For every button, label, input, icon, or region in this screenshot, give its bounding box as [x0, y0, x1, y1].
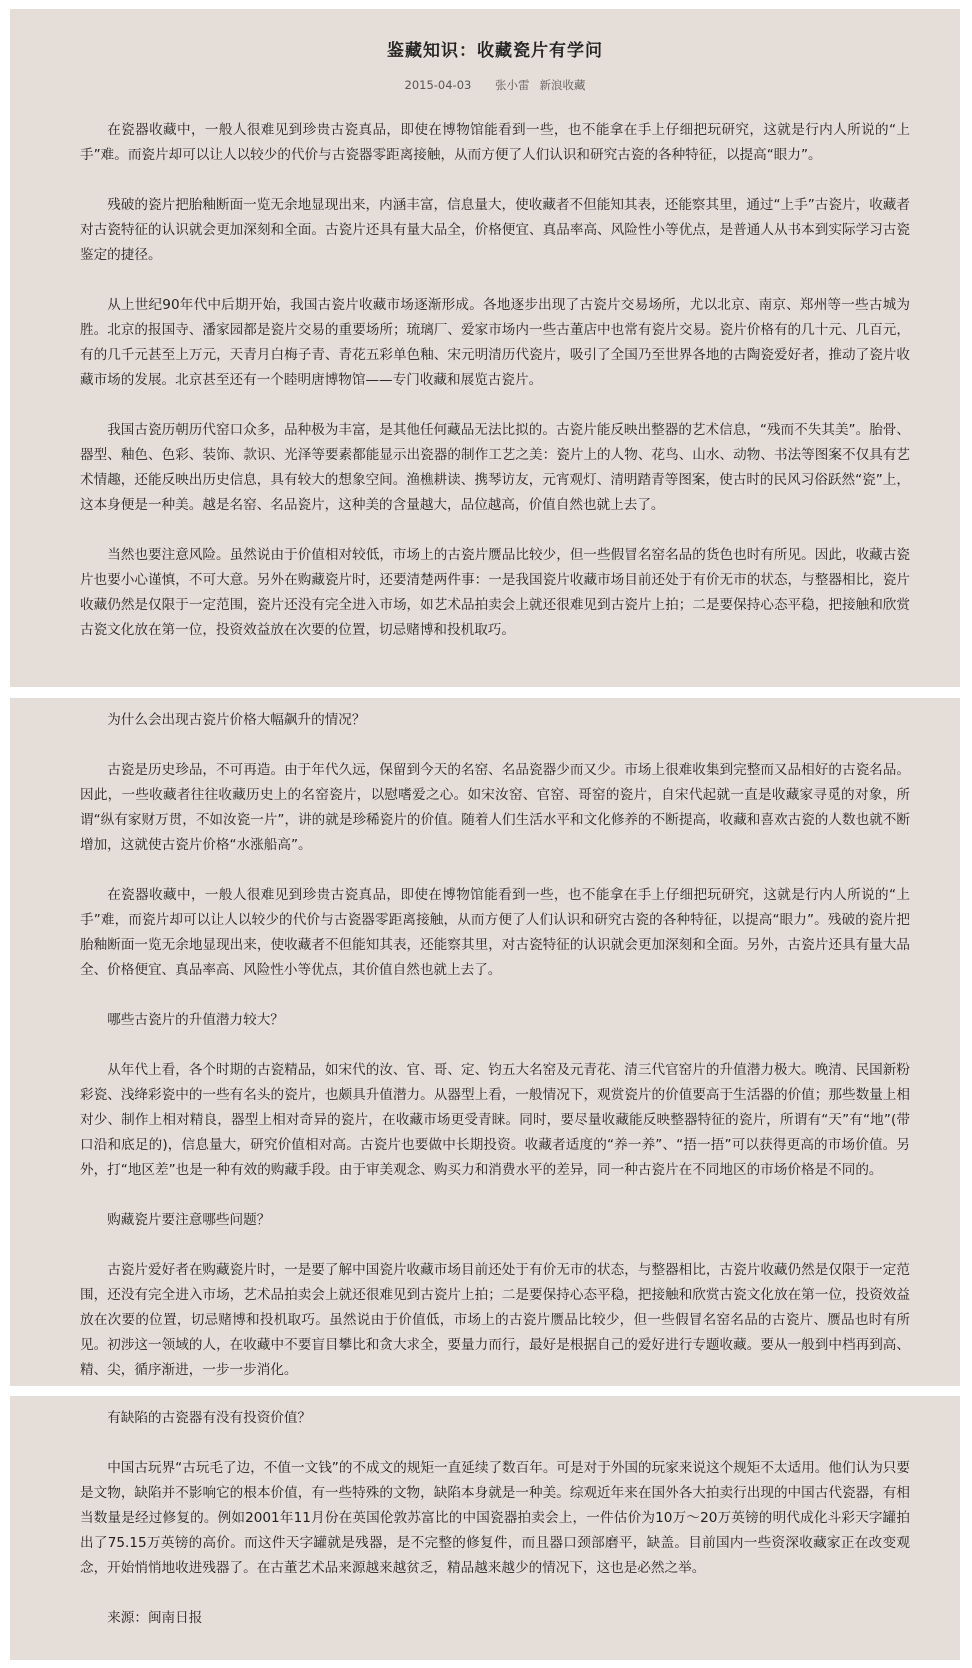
section-question: 为什么会出现古瓷片价格大幅飙升的情况？: [107, 712, 366, 728]
paragraph: 我国古瓷历朝历代窑口众多，品种极为丰富，是其他任何藏品无法比拟的。古瓷片能反映出整器的艺术信息，“残而不失其美”。胎骨、器型、釉色、色彩、装饰、款识、光泽等要素都能显示出瓷器的制作工艺之美：瓷片上的人物、花鸟、山水、动物、书法等图案不仅具有艺术情趣，还能反映出历史信息，具有较大的想象空间。渔樵耕读、携琴访友，元宵观灯、清明踏青等图案，使古时的民风习俗跃然“瓷”上，这本身便是一种美。越是名窑、名品瓷片，这种美的含量越大，品位越高，价值自然也就上去了。: [80, 422, 910, 513]
paragraph: 古瓷是历史珍品，不可再造。由于年代久远，保留到今天的名窑、名品瓷器少而又少。市场上很难收集到完整而又品相好的古瓷名品。因此，一些收藏者往往收藏历史上的名窑瓷片，以慰嗜爱之心。如宋汝窑、官窑、哥窑的瓷片，自宋代起就一直是收藏家寻觅的对象，所谓“纵有家财万贯，不如汝瓷一片”，讲的就是珍稀瓷片的价值。随着人们生活水平和文化修养的不断提高，收藏和喜欢古瓷的人数也就不断增加，这就使古瓷片价格“水涨船高”。: [80, 762, 910, 853]
article-date: 2015-04-03: [404, 78, 472, 92]
paragraph: 残破的瓷片把胎釉断面一览无余地显现出来，内涵丰富，信息量大，使收藏者不但能知其表，还能察其里，通过“上手”古瓷片，收藏者对古瓷特征的认识就会更加深刻和全面。古瓷片还具有量大品全，价格便宜、真品率高、风险性小等优点，是普通人从书本到实际学习古瓷鉴定的捷径。: [80, 197, 910, 263]
paragraph: 从上世纪90年代中后期开始，我国古瓷片收藏市场逐渐形成。各地逐步出现了古瓷片交易场所，尤以北京、南京、郑州等一些古城为胜。北京的报国寺、潘家园都是瓷片交易的重要场所；琉璃厂、爱家市场内一些古董店中也常有瓷片交易。瓷片价格有的几十元、几百元，有的几千元甚至上万元，天青月白梅子青、青花五彩单色釉、宋元明清历代瓷片，吸引了全国乃至世界各地的古陶瓷爱好者，推动了瓷片收藏市场的发展。北京甚至还有一个睦明唐博物馆——专门收藏和展览古瓷片。: [80, 297, 910, 388]
paragraph: 从年代上看，各个时期的古瓷精品，如宋代的汝、官、哥、定、钧五大名窑及元青花、清三代官窑片的升值潜力极大。晚清、民国新粉彩瓷、浅绛彩瓷中的一些有名头的瓷片，也颇具升值潜力。从器型上看，一般情况下，观赏瓷片的价值要高于生活器的价值；那些数量上相对少、制作上相对精良，器型上相对奇异的瓷片，在收藏市场更受青睐。同时，要尽量收藏能反映整器特征的瓷片，所谓有“天”有“地”(带口沿和底足的)，信息量大，研究价值相对高。古瓷片也要做中长期投资。收藏者适度的“养一养”、“捂一捂”可以获得更高的市场价值。另外，打“地区差”也是一种有效的购藏手段。由于审美观念、购买力和消费水平的差异，同一种古瓷片在不同地区的市场价格是不同的。: [80, 1062, 910, 1178]
paragraph: 古瓷片爱好者在购藏瓷片时，一是要了解中国瓷片收藏市场目前还处于有价无市的状态，与整器相比，古瓷片收藏仍然是仅限于一定范围，还没有完全进入市场，艺术品拍卖会上就还很难见到古瓷片上拍；二是要保持心态平稳，把接触和欣赏古瓷文化放在第一位，投资效益放在次要的位置，切忌赌博和投机取巧。虽然说由于价值低，市场上的古瓷片赝品比较少，但一些假冒名窑名品的古瓷片、赝品也时有所见。初涉这一领域的人，在收藏中不要盲目攀比和贪大求全，要量力而行，最好是根据自己的爱好进行专题收藏。要从一般到中档再到高、精、尖，循序渐进，一步一步消化。: [80, 1262, 910, 1378]
article-source: 新浪收藏: [539, 78, 586, 92]
paragraph: 在瓷器收藏中，一般人很难见到珍贵古瓷真品，即使在博物馆能看到一些，也不能拿在手上仔细把玩研究，这就是行内人所说的“上手”难，而瓷片却可以让人以较少的代价与古瓷器零距离接触，从而方便了人们认识和研究古瓷的各种特征，以提高“眼力”。残破的瓷片把胎釉断面一览无余地显现出来，使收藏者不但能知其表，还能察其里，对古瓷特征的认识就会更加深刻和全面。另外，古瓷片还具有量大品全、价格便宜、真品率高、风险性小等优点，其价值自然也就上去了。: [80, 887, 910, 978]
paragraph: 当然也要注意风险。虽然说由于价值相对较低，市场上的古瓷片赝品比较少，但一些假冒名窑名品的货色也时有所见。因此，收藏古瓷片也要小心谨慎，不可大意。另外在购藏瓷片时，还要清楚两件事：一是我国瓷片收藏市场目前还处于有价无市的状态，与整器相比，瓷片收藏仍然是仅限于一定范围，瓷片还没有完全进入市场，如艺术品拍卖会上就还很难见到古瓷片上拍；二是要保持心态平稳，把接触和欣赏古瓷文化放在第一位，投资效益放在次要的位置，切忌赌博和投机取巧。: [80, 547, 910, 638]
source-credit: 来源：闽南日报: [107, 1610, 203, 1626]
article-author: 张小雷: [495, 78, 530, 92]
article-panel-1: [10, 9, 960, 687]
section-question: 购藏瓷片要注意哪些问题？: [107, 1212, 271, 1228]
article-panel-3: [10, 1396, 960, 1660]
article-meta: [80, 77, 910, 93]
paragraph: 在瓷器收藏中，一般人很难见到珍贵古瓷真品，即使在博物馆能看到一些，也不能拿在手上仔细把玩研究，这就是行内人所说的“上手”难。而瓷片却可以让人以较少的代价与古瓷器零距离接触，从而方便了人们认识和研究古瓷的各种特征，以提高“眼力”。: [80, 122, 910, 163]
section-question: 哪些古瓷片的升值潜力较大？: [107, 1012, 284, 1028]
section-question: 有缺陷的古瓷器有没有投资价值？: [107, 1410, 312, 1426]
article-panel-2: [10, 698, 960, 1386]
article-title: 鉴藏知识：收藏瓷片有学问: [387, 41, 603, 61]
paragraph: 中国古玩界“古玩毛了边，不值一文钱”的不成文的规矩一直延续了数百年。可是对于外国的玩家来说这个规矩不太适用。他们认为只要是文物，缺陷并不影响它的根本价值，有一些特殊的文物，缺陷本身就是一种美。综观近年来在国外各大拍卖行出现的中国古代瓷器，有相当数量是经过修复的。例如2001年11月份在英国伦敦苏富比的中国瓷器拍卖会上，一件估价为10万～20万英镑的明代成化斗彩天字罐拍出了75.15万英镑的高价。而这件天字罐就是残器，是不完整的修复件，而且器口颈部磨平，缺盖。目前国内一些资深收藏家正在改变观念，开始悄悄地收进残器了。在古董艺术品来源越来越贫乏，精品越来越少的情况下，这也是必然之举。: [80, 1460, 910, 1576]
